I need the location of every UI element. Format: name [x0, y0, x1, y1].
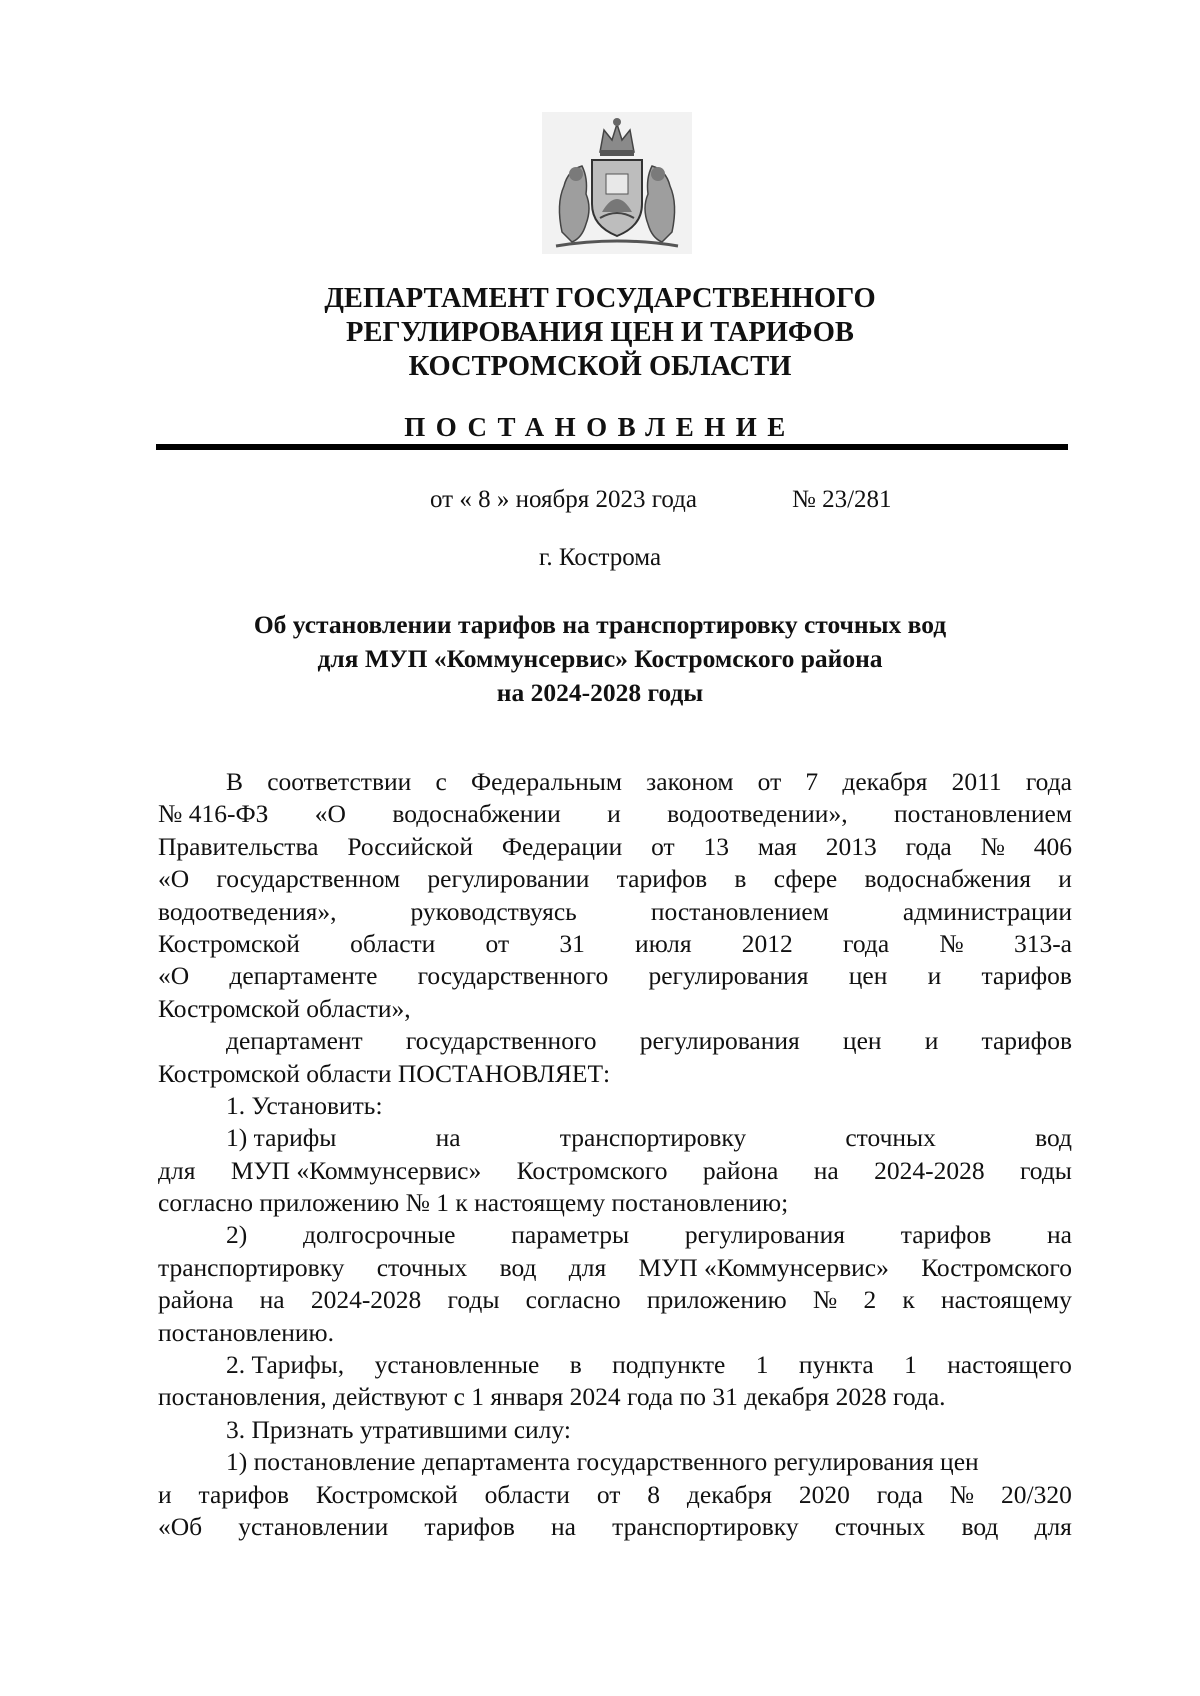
body-word: для [568, 1252, 607, 1282]
body-line [158, 1219, 1072, 1251]
body-line [158, 1058, 1072, 1090]
body-word: от [757, 767, 782, 796]
body-word: для [158, 1155, 196, 1185]
body-word: транспортировку [612, 1511, 799, 1541]
body-word: декабря [842, 767, 928, 796]
document-number: № 23/281 [792, 486, 892, 513]
body-word: 1 [755, 1350, 769, 1380]
body-word: 2024-2028 [310, 1285, 422, 1315]
body-line [158, 798, 1072, 830]
body-word: 2. Тарифы, [226, 1350, 345, 1380]
body-word: тарифов [424, 1511, 515, 1541]
body-line [158, 1479, 1072, 1511]
body-word: Федерации [501, 831, 623, 861]
body-word: МУП «Коммунсервис» [230, 1155, 482, 1185]
body-word: водоотведении», [667, 799, 848, 829]
body-word: 2024-2028 [874, 1155, 985, 1185]
body-word: года [876, 1479, 923, 1509]
body-word: соответствии [267, 767, 412, 796]
department-line: КОСТРОМСКОЙ ОБЛАСТИ [408, 351, 792, 382]
body-word: установленные [374, 1350, 540, 1380]
body-word: цен [848, 961, 888, 991]
body-line [158, 863, 1072, 895]
body-word: к [902, 1285, 915, 1315]
department-line: РЕГУЛИРОВАНИЯ ЦЕН И ТАРИФОВ [346, 317, 854, 348]
body-word: руководствуясь [410, 896, 577, 926]
body-word: № [980, 831, 1005, 861]
document-date: от « 8 » ноября 2023 года [430, 486, 697, 513]
body-word: Костромского [516, 1155, 668, 1185]
body-word: 7 [805, 767, 819, 796]
body-line [158, 1155, 1072, 1187]
body-word: водоснабжении [392, 799, 561, 829]
body-word: годы [1019, 1155, 1072, 1185]
body-word: сточных [376, 1252, 468, 1282]
body-word: регулировании [427, 864, 590, 894]
body-word: 20/320 [1001, 1479, 1072, 1509]
body-word: В [226, 767, 244, 796]
body-word: вод [499, 1252, 537, 1282]
body-word: 2013 [825, 831, 877, 861]
body-word: 2) [226, 1220, 248, 1250]
body-word: вод [961, 1511, 999, 1541]
body-line [158, 831, 1072, 863]
title-line: Об установлении тарифов на транспортировку сточных вод [253, 610, 947, 639]
body-word: года [905, 831, 952, 861]
body-word: водоснабжения [864, 864, 1031, 894]
body-word: сточных [834, 1511, 926, 1541]
body-line [158, 1284, 1072, 1316]
body-word: на [259, 1285, 285, 1315]
body-word: Костромской области ПОСТАНОВЛЯЕТ: [158, 1058, 611, 1088]
body-word: 1. Установить: [226, 1090, 383, 1120]
body-word: для [1034, 1511, 1072, 1541]
department-header [0, 282, 1200, 384]
department-line: ДЕПАРТАМЕНТ ГОСУДАРСТВЕННОГО [324, 283, 876, 314]
body-word: 313-а [1013, 928, 1072, 958]
body-word: № 416-ФЗ [158, 799, 269, 829]
body-word: постановлением [650, 896, 829, 926]
body-word: транспортировку [158, 1252, 345, 1282]
body-word: регулирования [684, 1220, 845, 1250]
body-word: «О [158, 961, 190, 991]
body-word: «Об [158, 1511, 203, 1541]
body-word: «О [314, 799, 346, 829]
body-word: согласно приложению № 1 к настоящему постановлению; [158, 1188, 789, 1218]
coat-of-arms-icon [542, 112, 692, 254]
body-word: постановления, действуют с 1 января 2024 года по 31 декабря 2028 года. [158, 1382, 946, 1412]
body-word: Федеральным [471, 767, 622, 796]
body-word: департамент [226, 1026, 363, 1056]
body-word: настоящего [947, 1350, 1072, 1380]
body-line [158, 1349, 1072, 1381]
body-word: 1) постановление департамента государственного регулирования цен [226, 1447, 979, 1477]
body-word: Костромской [315, 1479, 458, 1509]
body-line [158, 1446, 1072, 1478]
body-word: в [569, 1350, 582, 1380]
body-word: области [350, 928, 436, 958]
body-line [158, 1381, 1072, 1413]
document-type: ПОСТАНОВЛЕНИЕ [404, 412, 796, 442]
body-word: подпункте [612, 1350, 726, 1380]
body-line [158, 896, 1072, 928]
header-rule [156, 444, 1068, 450]
body-word: и [607, 799, 621, 829]
body-word: года [1025, 767, 1072, 796]
body-line [158, 960, 1072, 992]
body-word: на [435, 1123, 461, 1153]
body-word: Костромской области», [158, 993, 411, 1023]
body-word: годы [447, 1285, 500, 1315]
body-word: на [813, 1155, 839, 1185]
body-word: 13 [703, 831, 730, 861]
body-word: цен [842, 1026, 882, 1056]
body-word: области [484, 1479, 570, 1509]
body-word: государственного [417, 961, 609, 991]
body-word: 2020 [798, 1479, 850, 1509]
body-word: тарифов [900, 1220, 992, 1250]
body-line [158, 1414, 1072, 1446]
body-word: приложению [646, 1285, 787, 1315]
body-word: 406 [1033, 831, 1072, 861]
body-word: июля [635, 928, 692, 958]
body-word: 1) тарифы [226, 1123, 337, 1153]
body-word: № [939, 928, 964, 958]
body-word: Российской [347, 831, 473, 861]
body-word: Костромской [158, 928, 300, 958]
body-line [158, 1122, 1072, 1154]
body-word: тарифов [981, 1026, 1072, 1056]
body-word: 3. Признать утратившими силу: [226, 1414, 571, 1444]
body-word: транспортировку [559, 1123, 747, 1153]
body-line [158, 1090, 1072, 1122]
body-word: 1 [904, 1350, 917, 1380]
body-word: и [927, 961, 942, 991]
body-word: сточных [845, 1123, 936, 1153]
body-word: № [949, 1479, 975, 1509]
body-line [158, 1511, 1072, 1543]
body-word: декабря [686, 1479, 772, 1509]
body-word: на [551, 1511, 576, 1541]
body-line [158, 1317, 1072, 1349]
body-word: вод [1035, 1123, 1072, 1153]
body-word: с [435, 767, 447, 796]
body-word: 2011 [951, 767, 1002, 796]
body-line [158, 1252, 1072, 1284]
body-word: тарифов [616, 864, 708, 894]
body-word: Правительства [158, 831, 319, 861]
body-word: сфере [773, 864, 838, 894]
body-line [158, 1025, 1072, 1057]
body-word: и [1058, 864, 1072, 894]
body-word: Костромского [921, 1252, 1072, 1282]
body-word: водоотведения», [158, 896, 337, 926]
body-word: 2012 [741, 928, 793, 958]
body-word: пункта [798, 1350, 874, 1380]
body-word: государственном [216, 864, 401, 894]
body-word: тарифов [198, 1479, 290, 1509]
body-word: департаменте [229, 961, 378, 991]
body-word: МУП «Коммунсервис» [638, 1252, 889, 1282]
body-word: и [158, 1479, 172, 1509]
body-word: регулирования [648, 961, 809, 991]
body-word: «О [158, 864, 190, 894]
body-word: администрации [902, 896, 1072, 926]
body-word: законом [646, 767, 734, 796]
body-word: государственного [405, 1026, 597, 1056]
body-word: от [596, 1479, 621, 1509]
body-word: от [651, 831, 675, 861]
body-line [158, 1187, 1072, 1219]
body-word: и [924, 1026, 939, 1056]
body-word: 31 [559, 928, 585, 958]
body-word: постановлением [893, 799, 1072, 829]
body-word: мая [757, 831, 797, 861]
body-line [158, 993, 1072, 1025]
title-line: на 2024-2028 годы [496, 678, 704, 707]
body-word: регулирования [639, 1026, 800, 1056]
body-line [158, 766, 1072, 798]
body-line [158, 928, 1072, 960]
body-word: № [812, 1285, 838, 1315]
title-line: для МУП «Коммунсервис» Костромского района [317, 644, 883, 673]
body-word: года [843, 928, 890, 958]
body-word: согласно [525, 1285, 621, 1315]
body-word: долгосрочные [303, 1220, 456, 1250]
body-word: района [702, 1155, 779, 1185]
body-word: на [1047, 1220, 1072, 1250]
document-title [0, 608, 1200, 710]
body-word: установлении [238, 1511, 389, 1541]
body-word: постановлению. [158, 1317, 334, 1347]
body-word: в [734, 864, 747, 894]
document-city: г. Кострома [538, 544, 662, 571]
body-word: тарифов [981, 961, 1072, 991]
body-word: настоящему [941, 1285, 1072, 1315]
body-word: 8 [647, 1479, 661, 1509]
body-word: 2 [863, 1285, 877, 1315]
body-word: параметры [511, 1220, 630, 1250]
document-body [158, 766, 1072, 1543]
body-word: от [485, 928, 510, 958]
body-word: района [158, 1285, 234, 1315]
